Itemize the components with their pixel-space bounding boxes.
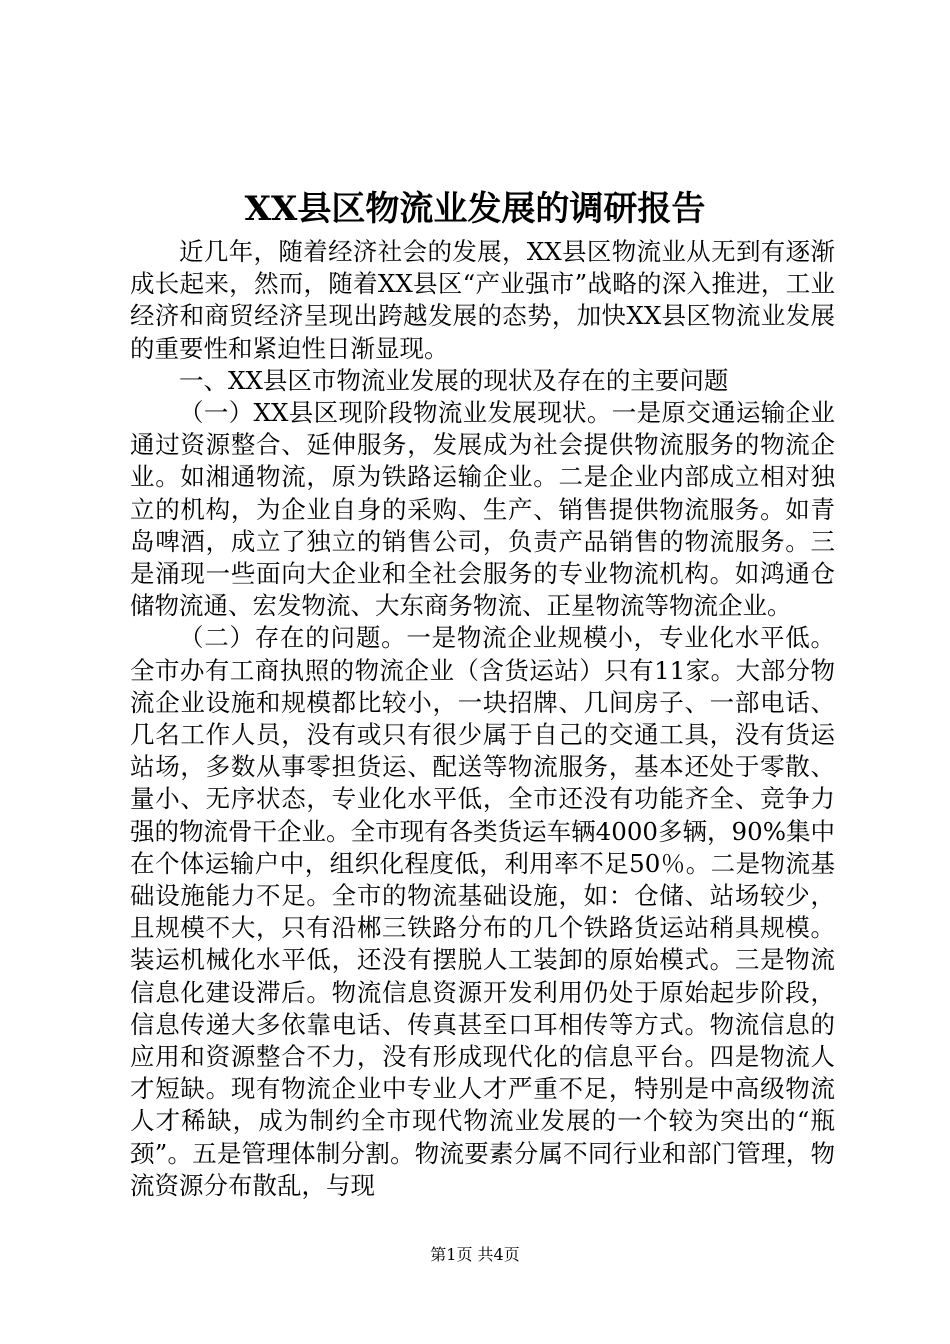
paragraph-problems: （二）存在的问题。一是物流企业规模小，专业化水平低。全市办有工商执照的物流企业（含货运站）只有11家。大部分物流企业设施和规模都比较小，一块招牌、几间房子、一部电话、几名工作人员，没有或只有很少属于自己的交通工具，没有货运站场，多数从事零担货运、配送等物流服务，基本还处于零散、量小、无序状态，专业化水平低，全市还没有功能齐全、竞争力强的物流骨干企业。全市现有各类货运车辆4000多辆，90%集中在个体运输户中，组织化程度低，利用率不足50％。二是物流基础设施能力不足。全市的物流基础设施，如：仓储、站场较少，且规模不大，只有沿郴三铁路分布的几个铁路货运站稍具规模。装运机械化水平低，还没有摆脱人工装卸的原始模式。三是物流信息化建设滞后。物流信息资源开发利用仍处于原始起步阶段，信息传递大多依靠电话、传真甚至口耳相传等方式。物流信息的应用和资源整合不力，没有形成现代化的信息平台。四是物流人才短缺。现有物流企业中专业人才严重不足，特别是中高级物流人才稀缺，成为制约全市现代物流业发展的一个较为突出的“瓶颈”。五是管理体制分割。物流要素分属不同行业和部门管理，物流资源分布散乱，与现: [130, 623, 835, 1200]
paragraph-status: （一）XX县区现阶段物流业发展现状。一是原交通运输企业通过资源整合、延伸服务，发展成为社会提供物流服务的物流企业。如湘通物流，原为铁路运输企业。二是企业内部成立相对独立的机构，为企业自身的采购、生产、销售提供物流服务。如青岛啤酒，成立了独立的销售公司，负责产品销售的物流服务。三是涌现一些面向大企业和全社会服务的专业物流机构。如鸿通仓储物流通、宏发物流、大东商务物流、正星物流等物流企业。: [130, 398, 835, 621]
document-title: XX县区物流业发展的调研报告: [244, 189, 706, 229]
document-body: [130, 236, 835, 1202]
page-number-footer: 第1页 共4页: [430, 1245, 520, 1264]
paragraph-intro: 近几年，随着经济社会的发展，XX县区物流业从无到有逐渐成长起来，然而，随着XX县区“产业强市”战略的深入推进，工业经济和商贸经济呈现出跨越发展的态势，加快XX县区物流业发展的重要性和紧迫性日渐显现。: [130, 237, 835, 363]
section-heading: 一、XX县区市物流业发展的现状及存在的主要问题: [179, 365, 729, 395]
